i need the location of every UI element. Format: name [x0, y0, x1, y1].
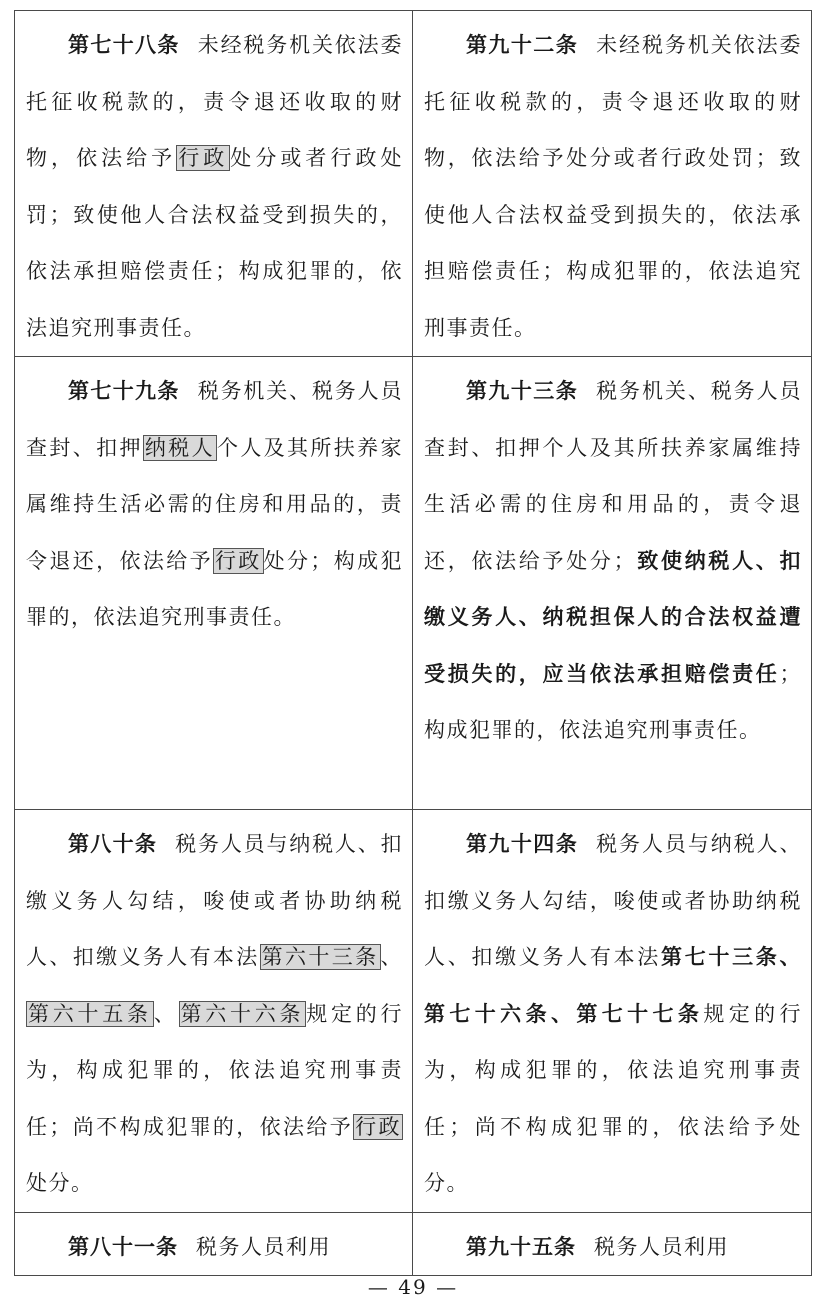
- article-text: 税务人员与纳税人、扣缴义务人勾结，唆使或者协助纳税人、扣缴义务人有本法第六十三条、第六十五条、第六十六条规定的行为，构成犯罪的，依法追究刑事责任；尚不构成犯罪的，依法给予行政处分。: [26, 832, 404, 1195]
- highlight-marked-text: 行政: [178, 146, 229, 170]
- article-number: 第七十八条: [68, 33, 180, 57]
- comparison-table: [14, 10, 812, 1276]
- article-text: 税务机关、税务人员查封、扣押纳税人个人及其所扶养家属维持生活必需的住房和用品的，责令退还，依法给予行政处分；构成犯罪的，依法追究刑事责任。: [26, 379, 404, 629]
- table-row: [15, 357, 812, 810]
- article-text: 税务人员与纳税人、扣缴义务人勾结，唆使或者协助纳税人、扣缴义务人有本法第七十三条、第七十六条、第七十七条规定的行为，构成犯罪的，依法追究刑事责任；尚不构成犯罪的，依法给予处分。: [424, 832, 803, 1195]
- new-article-cell: [413, 11, 812, 357]
- bold-added-text: 致使纳税人、扣缴义务人、纳税担保人的合法权益遭受损失的，应当依法承担赔偿责任: [424, 548, 803, 686]
- new-article-cell: [413, 357, 812, 810]
- highlight-marked-text: 第六十三条: [261, 945, 379, 969]
- article-number: 第八十条: [68, 832, 158, 856]
- article-text: 税务人员利用: [196, 1234, 331, 1259]
- article-number: 第七十九条: [68, 379, 180, 403]
- page-number: — 49 —: [367, 1275, 459, 1299]
- article-text: 税务人员利用: [594, 1234, 729, 1259]
- table-row: [15, 11, 812, 357]
- highlight-marked-text: 纳税人: [144, 435, 215, 460]
- old-article-cell: [15, 810, 413, 1213]
- article-number: 第九十五条: [466, 1234, 576, 1259]
- article-text: 未经税务机关依法委托征收税款的，责令退还收取的财物，依法给予处分或者行政处罚；致使他人合法权益受到损失的，依法承担赔偿责任；构成犯罪的，依法追究刑事责任。: [424, 33, 803, 340]
- article-number: 第九十二条: [466, 33, 579, 57]
- bold-added-text: 第七十三条、第七十六条、第七十七条: [424, 945, 802, 1026]
- article-number: 第九十三条: [466, 379, 579, 403]
- highlight-marked-text: 第六十六条: [180, 1001, 305, 1026]
- old-article-cell: [15, 11, 413, 357]
- article-text: 税务机关、税务人员查封、扣押个人及其所扶养家属维持生活必需的住房和用品的，责令退还，依法给予处分；致使纳税人、扣缴义务人、纳税担保人的合法权益遭受损失的，应当依法承担赔偿责任；构成犯罪的，依法追究刑事责任。: [424, 379, 803, 742]
- table-row: [15, 810, 812, 1213]
- highlight-marked-text: 行政: [355, 1114, 402, 1139]
- article-text: 未经税务机关依法委托征收税款的，责令退还收取的财物，依法给予行政处分或者行政处罚；致使他人合法权益受到损失的，依法承担赔偿责任；构成犯罪的，依法追究刑事责任。: [26, 33, 404, 340]
- highlight-marked-text: 行政: [214, 548, 262, 573]
- article-number: 第八十一条: [68, 1234, 178, 1259]
- old-article-cell: [15, 357, 413, 810]
- highlight-marked-text: 第六十五条: [28, 1001, 152, 1026]
- new-article-cell: [413, 810, 812, 1213]
- new-article-cell: [413, 1212, 812, 1276]
- table-row: [15, 1212, 812, 1276]
- article-number: 第九十四条: [466, 832, 579, 856]
- old-article-cell: [15, 1212, 413, 1276]
